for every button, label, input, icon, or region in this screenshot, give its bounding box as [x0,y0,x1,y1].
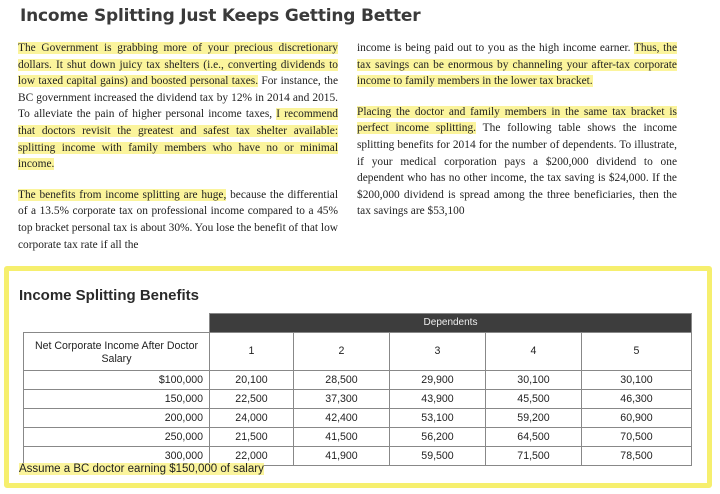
highlighted-text: The benefits from income splitting are huge, [18,188,227,201]
value-cell: 78,500 [582,446,692,465]
dependents-header-row [24,314,692,333]
highlighted-text: The Government is grabbing more of your precious discretionary dollars. It shut down juicy tax shelters (i.e., converting dividends to low taxed capital gains) and boosted personal taxes. [18,42,338,88]
value-cell: 59,200 [486,408,582,427]
article-left-column [18,40,338,267]
row-label-header: Net Corporate Income After Doctor Salary [24,332,210,370]
value-cell: 60,900 [582,408,692,427]
article-right-column [357,40,677,234]
income-cell: 300,000 [24,446,210,465]
table-row [24,370,692,389]
column-header: 5 [582,332,692,370]
column-header: 2 [294,332,390,370]
value-cell: 45,500 [486,389,582,408]
value-cell: 21,500 [210,427,294,446]
value-cell: 20,100 [210,370,294,389]
table-corner [24,314,210,333]
value-cell: 71,500 [486,446,582,465]
dependents-header: Dependents [210,314,692,333]
table-footnote: Assume a BC doctor earning $150,000 of salary [19,463,264,475]
value-cell: 22,500 [210,389,294,408]
value-cell: 22,000 [210,446,294,465]
value-cell: 42,400 [294,408,390,427]
value-cell: 70,500 [582,427,692,446]
highlighted-text: Placing the doctor and family members in the same tax bracket is perfect income splitting. [357,105,677,135]
income-cell: $100,000 [24,370,210,389]
paragraph [18,187,338,253]
benefits-table [23,313,692,466]
income-cell: 250,000 [24,427,210,446]
table-row [24,389,692,408]
body-text: because the differential of a 13.5% corporate tax on professional income compared to a 45% top bracket personal tax is about 30%. You lose the benefit of that low corporate tax rate if all the [18,188,338,251]
page-title: Income Splitting Just Keeps Getting Better [20,6,421,26]
value-cell: 28,500 [294,370,390,389]
table-row [24,408,692,427]
value-cell: 59,500 [390,446,486,465]
highlighted-text: Thus, the tax savings can be enormous by channeling your after-tax corporate income to family members in the lower tax bracket. [357,42,677,88]
income-splitting-benefits-box [4,266,712,488]
body-text: income is being paid out to you as the high income earner. [357,42,634,54]
value-cell: 43,900 [390,389,486,408]
value-cell: 24,000 [210,408,294,427]
body-text: For instance, the BC government increased the dividend tax by 12% in 2014 and 2015. To alleviate the pain of higher personal income taxes, [18,75,338,121]
table-row [24,427,692,446]
value-cell: 46,300 [582,389,692,408]
column-header: 3 [390,332,486,370]
value-cell: 41,900 [294,446,390,465]
paragraph [18,40,338,173]
paragraph [357,104,677,220]
column-header-row [24,332,692,370]
body-text: The following table shows the income splitting benefits for 2014 for the number of dependents. To illustrate, if your medical corporation pays a $200,000 dividend to one dependent who has no other income, the tax saving is $24,000. If the $200,000 dividend is spread among the three beneficiaries, then the tax savings are $53,100 [357,122,677,218]
paragraph [357,40,677,90]
value-cell: 53,100 [390,408,486,427]
value-cell: 37,300 [294,389,390,408]
value-cell: 30,100 [582,370,692,389]
income-cell: 200,000 [24,408,210,427]
value-cell: 56,200 [390,427,486,446]
income-cell: 150,000 [24,389,210,408]
column-header: 4 [486,332,582,370]
highlighted-text: I recommend that doctors revisit the greatest and safest tax shelter available: splitting income with family members who have no or minimal income. [18,108,338,171]
column-header: 1 [210,332,294,370]
value-cell: 64,500 [486,427,582,446]
value-cell: 30,100 [486,370,582,389]
value-cell: 41,500 [294,427,390,446]
value-cell: 29,900 [390,370,486,389]
benefits-title: Income Splitting Benefits [19,287,200,304]
